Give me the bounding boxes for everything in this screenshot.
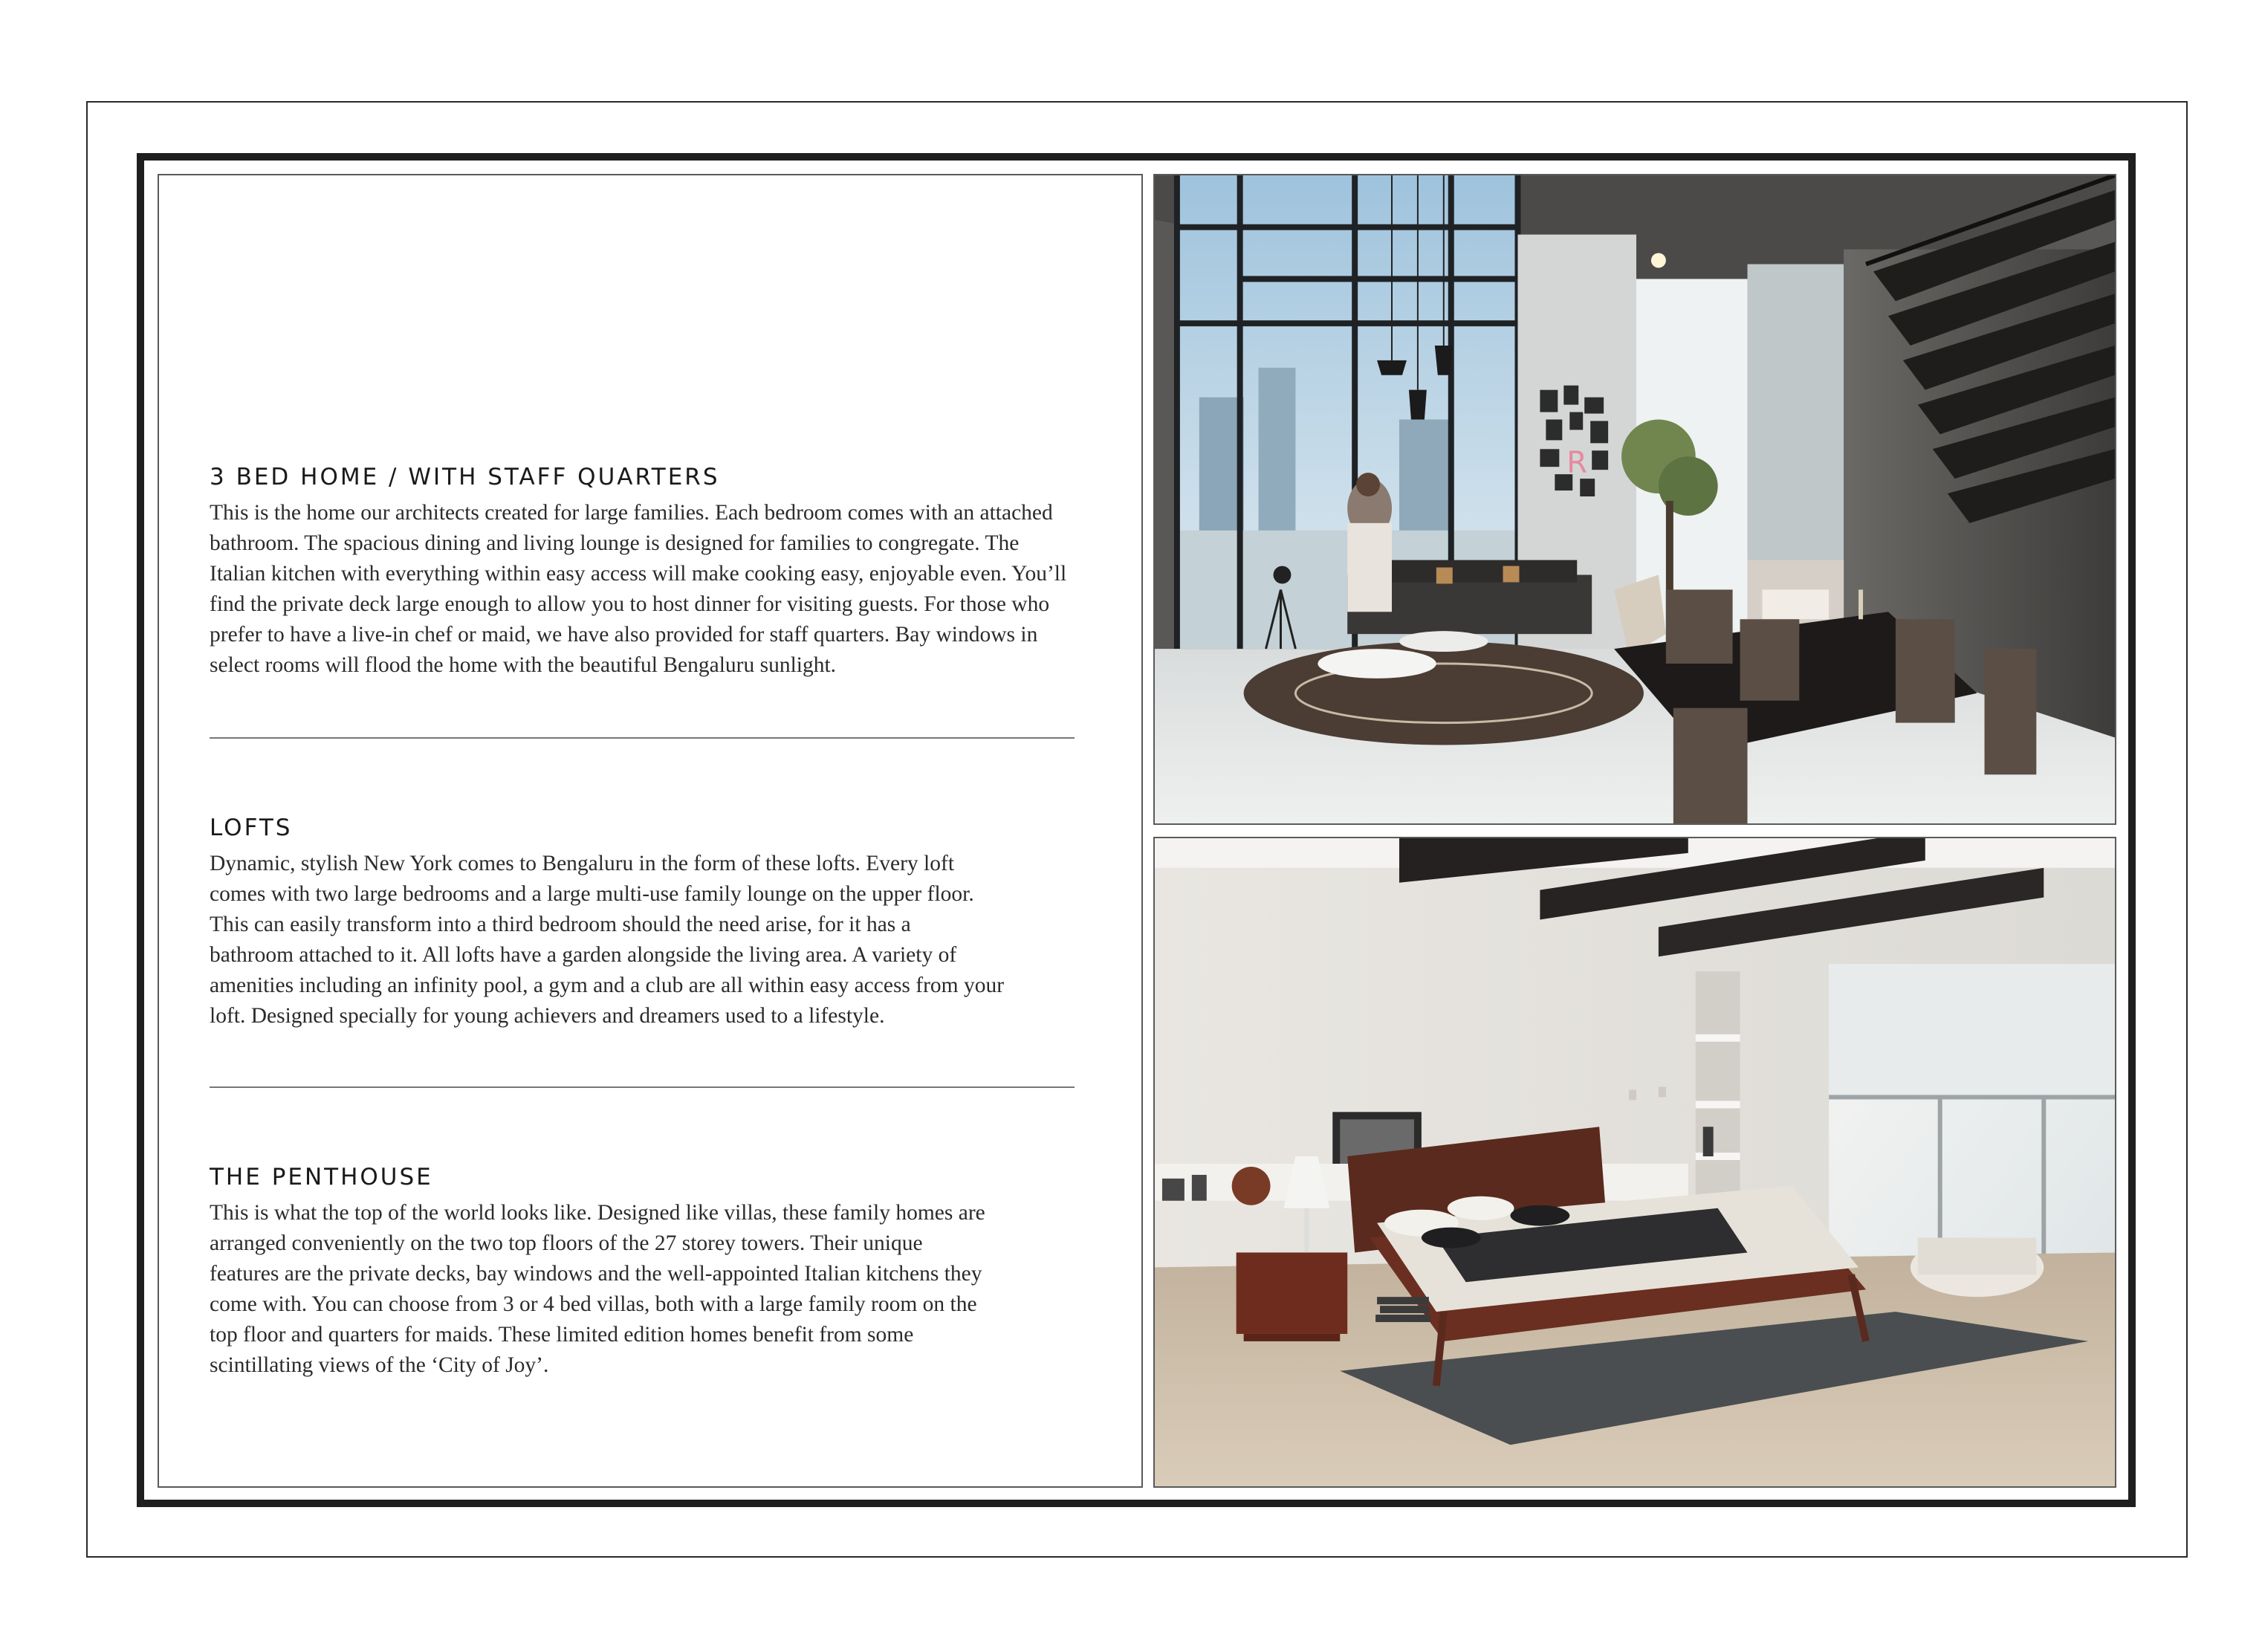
wall-letter-sign: R <box>1566 446 1587 481</box>
body-line: arranged conveniently on the two top floors of the 27 storey towers. Their unique <box>210 1231 923 1255</box>
body-line: This is what the top of the world looks like. Designed like villas, these family homes are <box>210 1201 985 1225</box>
section-body <box>210 1198 1101 1381</box>
section-body <box>210 849 1101 1031</box>
living-room-illustration <box>1155 175 2115 823</box>
bedroom-photo <box>1153 837 2116 1488</box>
living-room-photo <box>1153 174 2116 825</box>
body-line: come with. You can choose from 3 or 4 bed villas, both with a large family room on the <box>210 1292 977 1316</box>
body-line: features are the private decks, bay windows and the well-appointed Italian kitchens they <box>210 1262 982 1286</box>
body-line: amenities including an infinity pool, a gym and a club are all within easy access from your <box>210 974 1005 997</box>
body-line: prefer to have a live-in chef or maid, we have also provided for staff quarters. Bay windows in <box>210 623 1038 647</box>
body-line: Italian kitchen with everything within easy access will make cooking easy, enjoyable even. You’ll <box>210 562 1067 586</box>
body-line: Dynamic, stylish New York comes to Bengaluru in the form of these lofts. Every loft <box>210 852 955 875</box>
section-body <box>210 498 1101 681</box>
body-line: This can easily transform into a third bedroom should the need arise, for it has a <box>210 913 911 936</box>
section-heading: 3 BED HOME / WITH STAFF QUARTERS <box>210 464 720 490</box>
section-heading: THE PENTHOUSE <box>210 1164 433 1191</box>
section-penthouse <box>210 1164 1101 1381</box>
body-line: top floor and quarters for maids. These limited edition homes benefit from some <box>210 1323 914 1347</box>
body-line: bathroom. The spacious dining and living lounge is designed for families to congregate. The <box>210 531 1020 555</box>
body-line: loft. Designed specially for young achievers and dreamers used to a lifestyle. <box>210 1004 885 1028</box>
section-3-bed-home <box>210 464 1101 681</box>
body-line: scintillating views of the ‘City of Joy’. <box>210 1353 549 1377</box>
section-divider <box>210 737 1075 739</box>
body-line: This is the home our architects created for large families. Each bedroom comes with an attached <box>210 501 1053 525</box>
body-line: find the private deck large enough to allow you to host dinner for visiting guests. For those who <box>210 592 1050 616</box>
text-panel <box>158 174 1143 1488</box>
section-lofts <box>210 814 1101 1031</box>
body-line: bathroom attached to it. All lofts have a garden alongside the living area. A variety of <box>210 943 957 967</box>
section-heading: LOFTS <box>210 814 293 841</box>
body-line: select rooms will flood the home with the beautiful Bengaluru sunlight. <box>210 653 837 677</box>
section-divider <box>210 1086 1075 1088</box>
bedroom-illustration <box>1155 838 2115 1486</box>
body-line: comes with two large bedrooms and a large multi-use family lounge on the upper floor. <box>210 882 974 906</box>
